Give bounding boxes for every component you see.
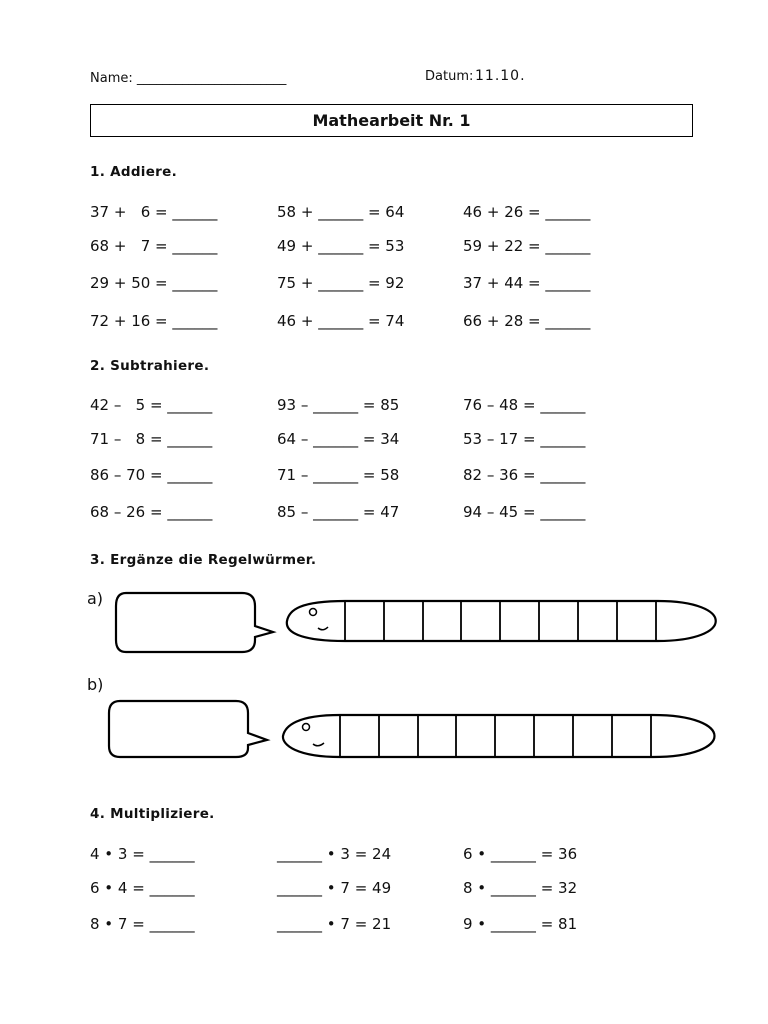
sub-task: 82 – 36 = ______ xyxy=(463,466,586,484)
section-heading-sub: 2. Subtrahiere. xyxy=(90,358,210,374)
worm-eye-a xyxy=(310,609,317,616)
mul-task: ______ • 3 = 24 xyxy=(277,845,392,863)
add-task: 37 + 44 = ______ xyxy=(463,274,591,292)
sub-task: 71 – 8 = ______ xyxy=(90,430,213,448)
worm-body-a xyxy=(287,601,716,641)
mul-task: 4 • 3 = ______ xyxy=(90,845,195,863)
add-task: 59 + 22 = ______ xyxy=(463,237,591,255)
sub-task: 42 – 5 = ______ xyxy=(90,396,213,414)
sub-task: 64 – ______ = 34 xyxy=(277,430,400,448)
sub-task: 94 – 45 = ______ xyxy=(463,503,586,521)
sub-task: 71 – ______ = 58 xyxy=(277,466,400,484)
worm-body-b xyxy=(283,715,715,757)
add-task: 68 + 7 = ______ xyxy=(90,237,218,255)
sub-task: 53 – 17 = ______ xyxy=(463,430,586,448)
mul-task: 9 • ______ = 81 xyxy=(463,915,578,933)
worm-label-a: a) xyxy=(87,589,104,608)
sub-task: 93 – ______ = 85 xyxy=(277,396,400,414)
worm-eye-b xyxy=(303,724,310,731)
worm-smile-b xyxy=(313,743,324,746)
mul-task: 8 • ______ = 32 xyxy=(463,879,578,897)
section-heading-worms: 3. Ergänze die Regelwürmer. xyxy=(90,552,317,568)
worm-cells-b xyxy=(340,715,651,757)
add-task: 46 + ______ = 74 xyxy=(277,312,405,330)
name-field[interactable]: Name: _______________________ xyxy=(90,71,287,86)
add-task: 58 + ______ = 64 xyxy=(277,203,405,221)
speech-bubble-a[interactable] xyxy=(116,593,273,652)
mul-task: 6 • 4 = ______ xyxy=(90,879,195,897)
add-task: 72 + 16 = ______ xyxy=(90,312,218,330)
date-value: 11.10. xyxy=(475,68,526,84)
add-task: 46 + 26 = ______ xyxy=(463,203,591,221)
add-task: 49 + ______ = 53 xyxy=(277,237,405,255)
add-task: 29 + 50 = ______ xyxy=(90,274,218,292)
worm-label-b: b) xyxy=(87,675,104,694)
sub-task: 86 – 70 = ______ xyxy=(90,466,213,484)
sub-task: 76 – 48 = ______ xyxy=(463,396,586,414)
section-heading-add: 1. Addiere. xyxy=(90,164,178,180)
mul-task: ______ • 7 = 49 xyxy=(277,879,392,897)
worm-smile-a xyxy=(318,627,328,630)
date-label: Datum: xyxy=(425,69,474,84)
speech-bubble-b[interactable] xyxy=(109,701,267,757)
add-task: 66 + 28 = ______ xyxy=(463,312,591,330)
add-task: 37 + 6 = ______ xyxy=(90,203,218,221)
page-title: Mathearbeit Nr. 1 xyxy=(312,111,471,130)
worm-cells-a xyxy=(345,601,656,641)
sub-task: 68 – 26 = ______ xyxy=(90,503,213,521)
mul-task: 6 • ______ = 36 xyxy=(463,845,578,863)
mul-task: 8 • 7 = ______ xyxy=(90,915,195,933)
mul-task: ______ • 7 = 21 xyxy=(277,915,392,933)
sub-task: 85 – ______ = 47 xyxy=(277,503,400,521)
add-task: 75 + ______ = 92 xyxy=(277,274,405,292)
section-heading-mul: 4. Multipliziere. xyxy=(90,806,215,822)
